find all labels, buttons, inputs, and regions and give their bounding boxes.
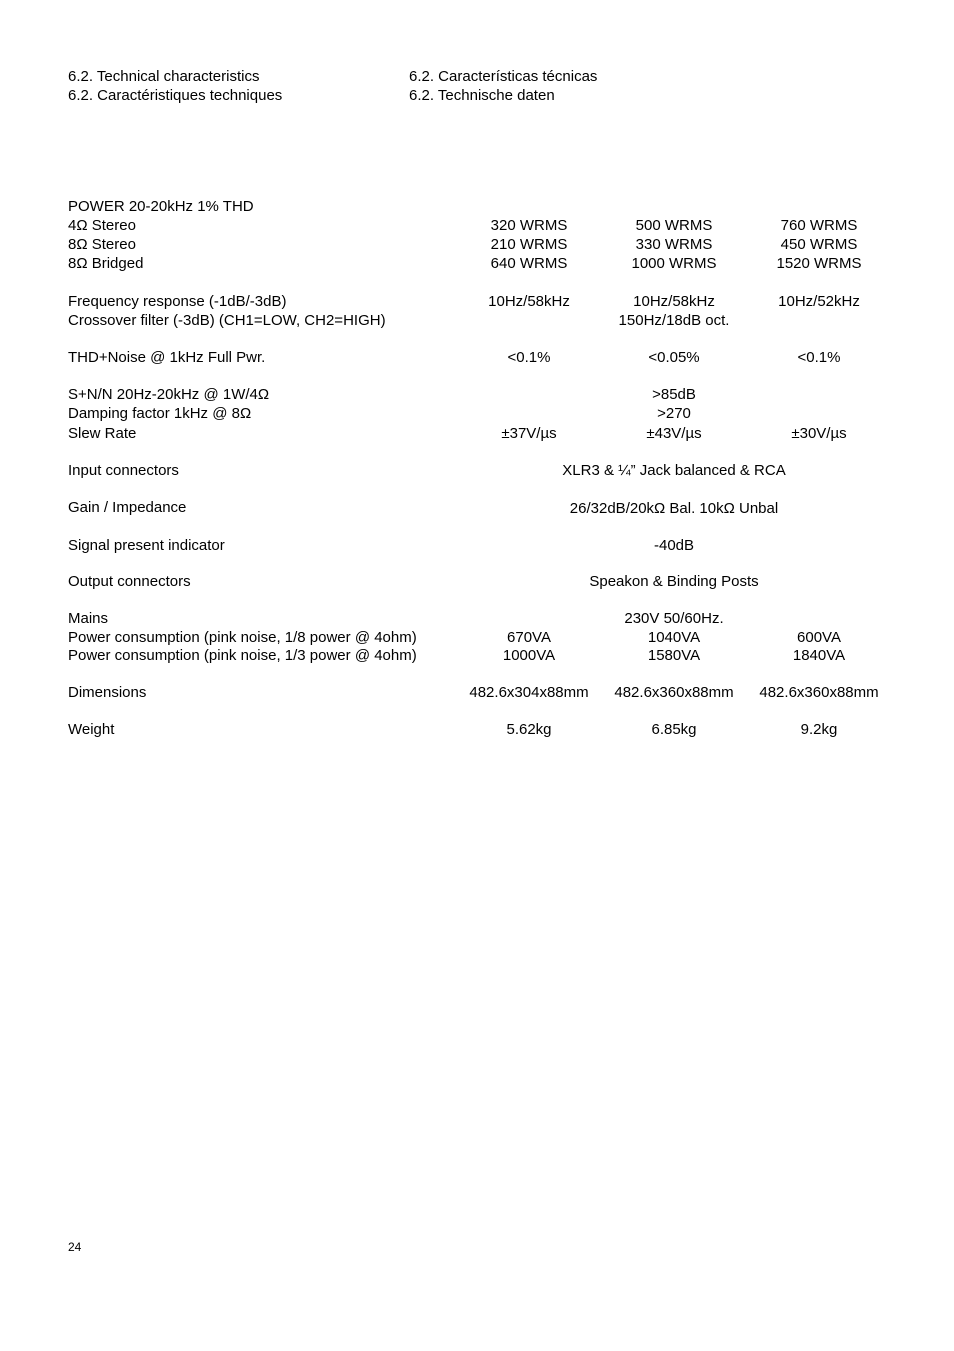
- spec-value-shared: >85dB: [652, 386, 696, 403]
- spec-row-input-connectors: [0, 461, 954, 480]
- spec-row-crossover-filter: [0, 311, 954, 330]
- spec-value-model-1: 5.62kg: [506, 721, 552, 738]
- spec-row-mains: [0, 609, 954, 628]
- spec-value-shared: 150Hz/18dB oct.: [618, 312, 730, 329]
- spec-value-model-3: 9.2kg: [800, 721, 838, 738]
- spec-value-shared: 230V 50/60Hz.: [624, 610, 724, 627]
- spec-value-model-2: 482.6x360x88mm: [614, 684, 734, 701]
- spec-value-model-2: 1040VA: [647, 629, 701, 646]
- spec-value-model-2: 1580VA: [647, 647, 701, 664]
- spec-row-damping-factor: [0, 404, 954, 423]
- spec-row-gain-impedance: [0, 498, 954, 517]
- spec-label: Gain / Impedance: [68, 499, 187, 516]
- spec-row-weight: [0, 720, 954, 739]
- spec-label: S+N/N 20Hz-20kHz @ 1W/4Ω: [68, 386, 270, 403]
- spec-row-4ohm-stereo: [0, 216, 954, 235]
- spec-value-model-1: 10Hz/58kHz: [488, 293, 570, 310]
- spec-value-model-2: 330 WRMS: [635, 236, 713, 253]
- spec-value-model-1: ±37V/µs: [501, 425, 557, 442]
- spec-value-shared: -40dB: [653, 537, 695, 554]
- spec-value-model-3: 1840VA: [792, 647, 846, 664]
- spec-label: Dimensions: [68, 684, 147, 701]
- page-number: 24: [68, 1240, 82, 1254]
- spec-value-model-2: 500 WRMS: [635, 217, 713, 234]
- spec-value-model-3: 600VA: [797, 629, 841, 646]
- spec-label: POWER 20-20kHz 1% THD: [68, 198, 254, 215]
- spec-value-model-1: 670VA: [507, 629, 551, 646]
- spec-value-model-2: 10Hz/58kHz: [633, 293, 715, 310]
- spec-value-shared: 26/32dB/20kΩ Bal. 10kΩ Unbal: [569, 500, 779, 517]
- spec-label: Damping factor 1kHz @ 8Ω: [68, 405, 252, 422]
- spec-row-thd-noise: [0, 348, 954, 367]
- spec-row-slew-rate: [0, 424, 954, 443]
- spec-value-model-1: 1000VA: [502, 647, 556, 664]
- spec-row-snr: [0, 385, 954, 404]
- spec-label: Crossover filter (-3dB) (CH1=LOW, CH2=HIGH): [68, 312, 386, 329]
- spec-label: Mains: [68, 610, 109, 627]
- spec-label: Output connectors: [68, 573, 191, 590]
- spec-value-model-1: 320 WRMS: [490, 217, 568, 234]
- spec-row-dimensions: [0, 683, 954, 702]
- spec-value-model-3: 482.6x360x88mm: [759, 684, 879, 701]
- section-header-fr: 6.2. Caractéristiques techniques: [68, 87, 283, 104]
- spec-label: 8Ω Bridged: [68, 255, 144, 272]
- spec-row-power-consumption-1-8: [0, 628, 954, 647]
- spec-value-model-3: ±30V/µs: [791, 425, 847, 442]
- spec-value-model-1: 482.6x304x88mm: [469, 684, 589, 701]
- spec-label: THD+Noise @ 1kHz Full Pwr.: [68, 349, 266, 366]
- spec-label: Signal present indicator: [68, 537, 225, 554]
- spec-value-model-3: 1520 WRMS: [776, 255, 862, 272]
- spec-label: 8Ω Stereo: [68, 236, 136, 253]
- spec-value-model-1: 640 WRMS: [490, 255, 568, 272]
- spec-value-model-1: 210 WRMS: [490, 236, 568, 253]
- spec-value-shared: >270: [657, 405, 691, 422]
- spec-value-model-2: 1000 WRMS: [631, 255, 717, 272]
- spec-value-model-3: <0.1%: [797, 349, 841, 366]
- spec-label: Slew Rate: [68, 425, 137, 442]
- spec-value-model-3: 10Hz/52kHz: [778, 293, 860, 310]
- section-header-es: 6.2. Características técnicas: [409, 68, 598, 85]
- spec-label: Input connectors: [68, 462, 179, 479]
- spec-row-output-connectors: [0, 572, 954, 591]
- spec-label: Weight: [68, 721, 115, 738]
- spec-row-power: [0, 197, 954, 216]
- spec-row-signal-indicator: [0, 536, 954, 555]
- spec-value-model-2: <0.05%: [648, 349, 700, 366]
- spec-value-model-2: 6.85kg: [651, 721, 697, 738]
- spec-row-frequency-response: [0, 292, 954, 311]
- spec-value-model-1: <0.1%: [507, 349, 551, 366]
- spec-value-shared: XLR3 & ¼” Jack balanced & RCA: [562, 462, 786, 479]
- spec-row-8ohm-bridged: [0, 254, 954, 273]
- spec-value-model-3: 450 WRMS: [780, 236, 858, 253]
- spec-label: Frequency response (-1dB/-3dB): [68, 293, 287, 310]
- spec-value-model-3: 760 WRMS: [780, 217, 858, 234]
- spec-row-8ohm-stereo: [0, 235, 954, 254]
- spec-label: Power consumption (pink noise, 1/8 power @ 4ohm): [68, 629, 417, 646]
- spec-label: 4Ω Stereo: [68, 217, 136, 234]
- section-header-en: 6.2. Technical characteristics: [68, 68, 260, 85]
- spec-value-model-2: ±43V/µs: [646, 425, 702, 442]
- section-header-de: 6.2. Technische daten: [409, 87, 555, 104]
- spec-label: Power consumption (pink noise, 1/3 power @ 4ohm): [68, 647, 417, 664]
- spec-row-power-consumption-1-3: [0, 646, 954, 665]
- spec-value-shared: Speakon & Binding Posts: [589, 573, 759, 590]
